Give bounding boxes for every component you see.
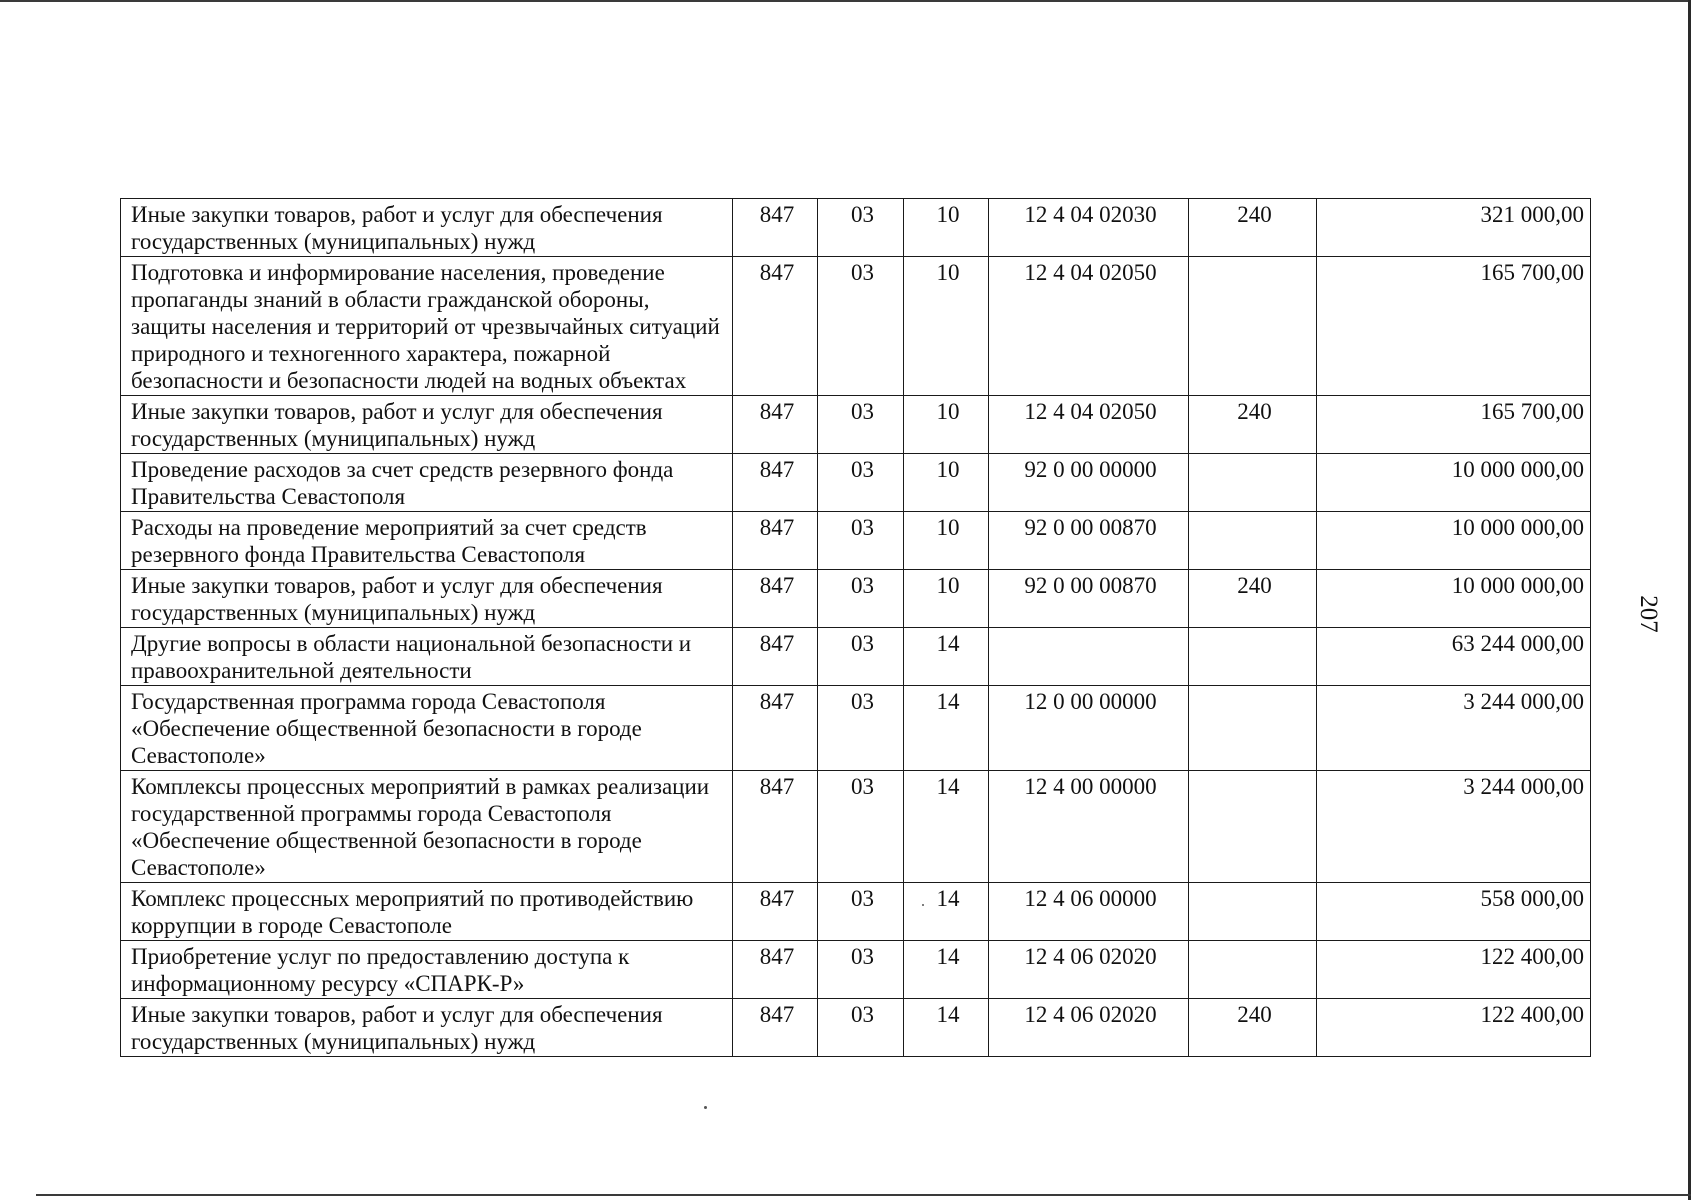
target-article-cell: 12 4 04 02050 — [989, 257, 1189, 396]
row-name-cell: Иные закупки товаров, работ и услуг для обеспечения государственных (муниципальных) нужд — [121, 396, 733, 454]
table-row — [121, 512, 1591, 570]
section-code-cell: 03 — [818, 628, 904, 686]
page-number: 207 — [1634, 595, 1662, 633]
amount-cell: 10 000 000,00 — [1317, 512, 1591, 570]
row-name-cell: Проведение расходов за счет средств резервного фонда Правительства Севастополя — [121, 454, 733, 512]
expense-type-cell: 240 — [1189, 199, 1317, 257]
section-code-cell: 03 — [818, 999, 904, 1057]
ministry-code-cell: 847 — [733, 941, 818, 999]
row-name-cell: Комплекс процессных мероприятий по противодействию коррупции в городе Севастополе — [121, 883, 733, 941]
section-code-cell: 03 — [818, 199, 904, 257]
expense-type-cell — [1189, 883, 1317, 941]
ministry-code-cell: 847 — [733, 686, 818, 771]
target-article-cell: 12 4 04 02050 — [989, 396, 1189, 454]
row-name-cell: Другие вопросы в области национальной безопасности и правоохранительной деятельности — [121, 628, 733, 686]
section-code-cell: 03 — [818, 941, 904, 999]
section-code-cell: 03 — [818, 686, 904, 771]
expense-type-cell — [1189, 454, 1317, 512]
amount-cell: 321 000,00 — [1317, 199, 1591, 257]
row-name-cell: Государственная программа города Севастополя «Обеспечение общественной безопасности в городе Севастополе» — [121, 686, 733, 771]
table-row — [121, 628, 1591, 686]
expense-type-cell — [1189, 628, 1317, 686]
subsection-code-cell: 14 — [904, 883, 989, 941]
amount-cell: 10 000 000,00 — [1317, 570, 1591, 628]
section-code-cell: 03 — [818, 771, 904, 883]
table-row — [121, 396, 1591, 454]
scan-border-bottom — [36, 1194, 1691, 1196]
expense-type-cell — [1189, 771, 1317, 883]
section-code-cell: 03 — [818, 257, 904, 396]
row-name-cell: Подготовка и информирование населения, проведение пропаганды знаний в области гражданской обороны, защиты населения и территорий от чрезвычайных ситуаций природного и техногенного характера, пожарной безопасности и безопасности людей на водных объектах — [121, 257, 733, 396]
ministry-code-cell: 847 — [733, 512, 818, 570]
section-code-cell: 03 — [818, 883, 904, 941]
ministry-code-cell: 847 — [733, 771, 818, 883]
subsection-code-cell: 10 — [904, 454, 989, 512]
table-row — [121, 883, 1591, 941]
table-row — [121, 199, 1591, 257]
amount-cell: 558 000,00 — [1317, 883, 1591, 941]
expense-type-cell: 240 — [1189, 999, 1317, 1057]
target-article-cell: 92 0 00 00870 — [989, 512, 1189, 570]
ministry-code-cell: 847 — [733, 570, 818, 628]
section-code-cell: 03 — [818, 512, 904, 570]
amount-cell: 3 244 000,00 — [1317, 771, 1591, 883]
expense-type-cell — [1189, 257, 1317, 396]
ministry-code-cell: 847 — [733, 999, 818, 1057]
row-name-cell: Приобретение услуг по предоставлению доступа к информационному ресурсу «СПАРК-Р» — [121, 941, 733, 999]
subsection-code-cell: 14 — [904, 686, 989, 771]
scan-speck — [922, 904, 924, 906]
table-row — [121, 454, 1591, 512]
amount-cell: 122 400,00 — [1317, 999, 1591, 1057]
scan-border-top — [0, 0, 1691, 2]
subsection-code-cell: 14 — [904, 999, 989, 1057]
row-name-cell: Иные закупки товаров, работ и услуг для обеспечения государственных (муниципальных) нужд — [121, 999, 733, 1057]
subsection-code-cell: 14 — [904, 771, 989, 883]
ministry-code-cell: 847 — [733, 454, 818, 512]
target-article-cell: 12 4 06 02020 — [989, 941, 1189, 999]
target-article-cell: 92 0 00 00870 — [989, 570, 1189, 628]
expense-type-cell — [1189, 686, 1317, 771]
target-article-cell: 12 4 04 02030 — [989, 199, 1189, 257]
section-code-cell: 03 — [818, 570, 904, 628]
ministry-code-cell: 847 — [733, 396, 818, 454]
subsection-code-cell: 10 — [904, 199, 989, 257]
amount-cell: 122 400,00 — [1317, 941, 1591, 999]
target-article-cell: 12 4 00 00000 — [989, 771, 1189, 883]
ministry-code-cell: 847 — [733, 199, 818, 257]
target-article-cell: 12 4 06 02020 — [989, 999, 1189, 1057]
section-code-cell: 03 — [818, 396, 904, 454]
table-row — [121, 257, 1591, 396]
row-name-cell: Иные закупки товаров, работ и услуг для обеспечения государственных (муниципальных) нужд — [121, 199, 733, 257]
subsection-code-cell: 14 — [904, 628, 989, 686]
ministry-code-cell: 847 — [733, 628, 818, 686]
expense-type-cell: 240 — [1189, 396, 1317, 454]
amount-cell: 3 244 000,00 — [1317, 686, 1591, 771]
table-row — [121, 941, 1591, 999]
scan-speck — [704, 1106, 707, 1109]
row-name-cell: Комплексы процессных мероприятий в рамках реализации государственной программы города Севастополя «Обеспечение общественной безопасности в городе Севастополе» — [121, 771, 733, 883]
amount-cell: 165 700,00 — [1317, 396, 1591, 454]
ministry-code-cell: 847 — [733, 883, 818, 941]
subsection-code-cell: 10 — [904, 396, 989, 454]
target-article-cell: 12 0 00 00000 — [989, 686, 1189, 771]
amount-cell: 165 700,00 — [1317, 257, 1591, 396]
table-row — [121, 999, 1591, 1057]
table-row — [121, 771, 1591, 883]
subsection-code-cell: 14 — [904, 941, 989, 999]
ministry-code-cell: 847 — [733, 257, 818, 396]
subsection-code-cell: 10 — [904, 257, 989, 396]
table-row — [121, 686, 1591, 771]
expense-type-cell — [1189, 512, 1317, 570]
target-article-cell: 12 4 06 00000 — [989, 883, 1189, 941]
expense-type-cell — [1189, 941, 1317, 999]
budget-table — [120, 198, 1591, 1057]
amount-cell: 63 244 000,00 — [1317, 628, 1591, 686]
row-name-cell: Расходы на проведение мероприятий за счет средств резервного фонда Правительства Севастополя — [121, 512, 733, 570]
row-name-cell: Иные закупки товаров, работ и услуг для обеспечения государственных (муниципальных) нужд — [121, 570, 733, 628]
budget-table-body — [121, 199, 1591, 1057]
amount-cell: 10 000 000,00 — [1317, 454, 1591, 512]
subsection-code-cell: 10 — [904, 512, 989, 570]
section-code-cell: 03 — [818, 454, 904, 512]
target-article-cell: 92 0 00 00000 — [989, 454, 1189, 512]
expense-type-cell: 240 — [1189, 570, 1317, 628]
table-row — [121, 570, 1591, 628]
target-article-cell — [989, 628, 1189, 686]
subsection-code-cell: 10 — [904, 570, 989, 628]
